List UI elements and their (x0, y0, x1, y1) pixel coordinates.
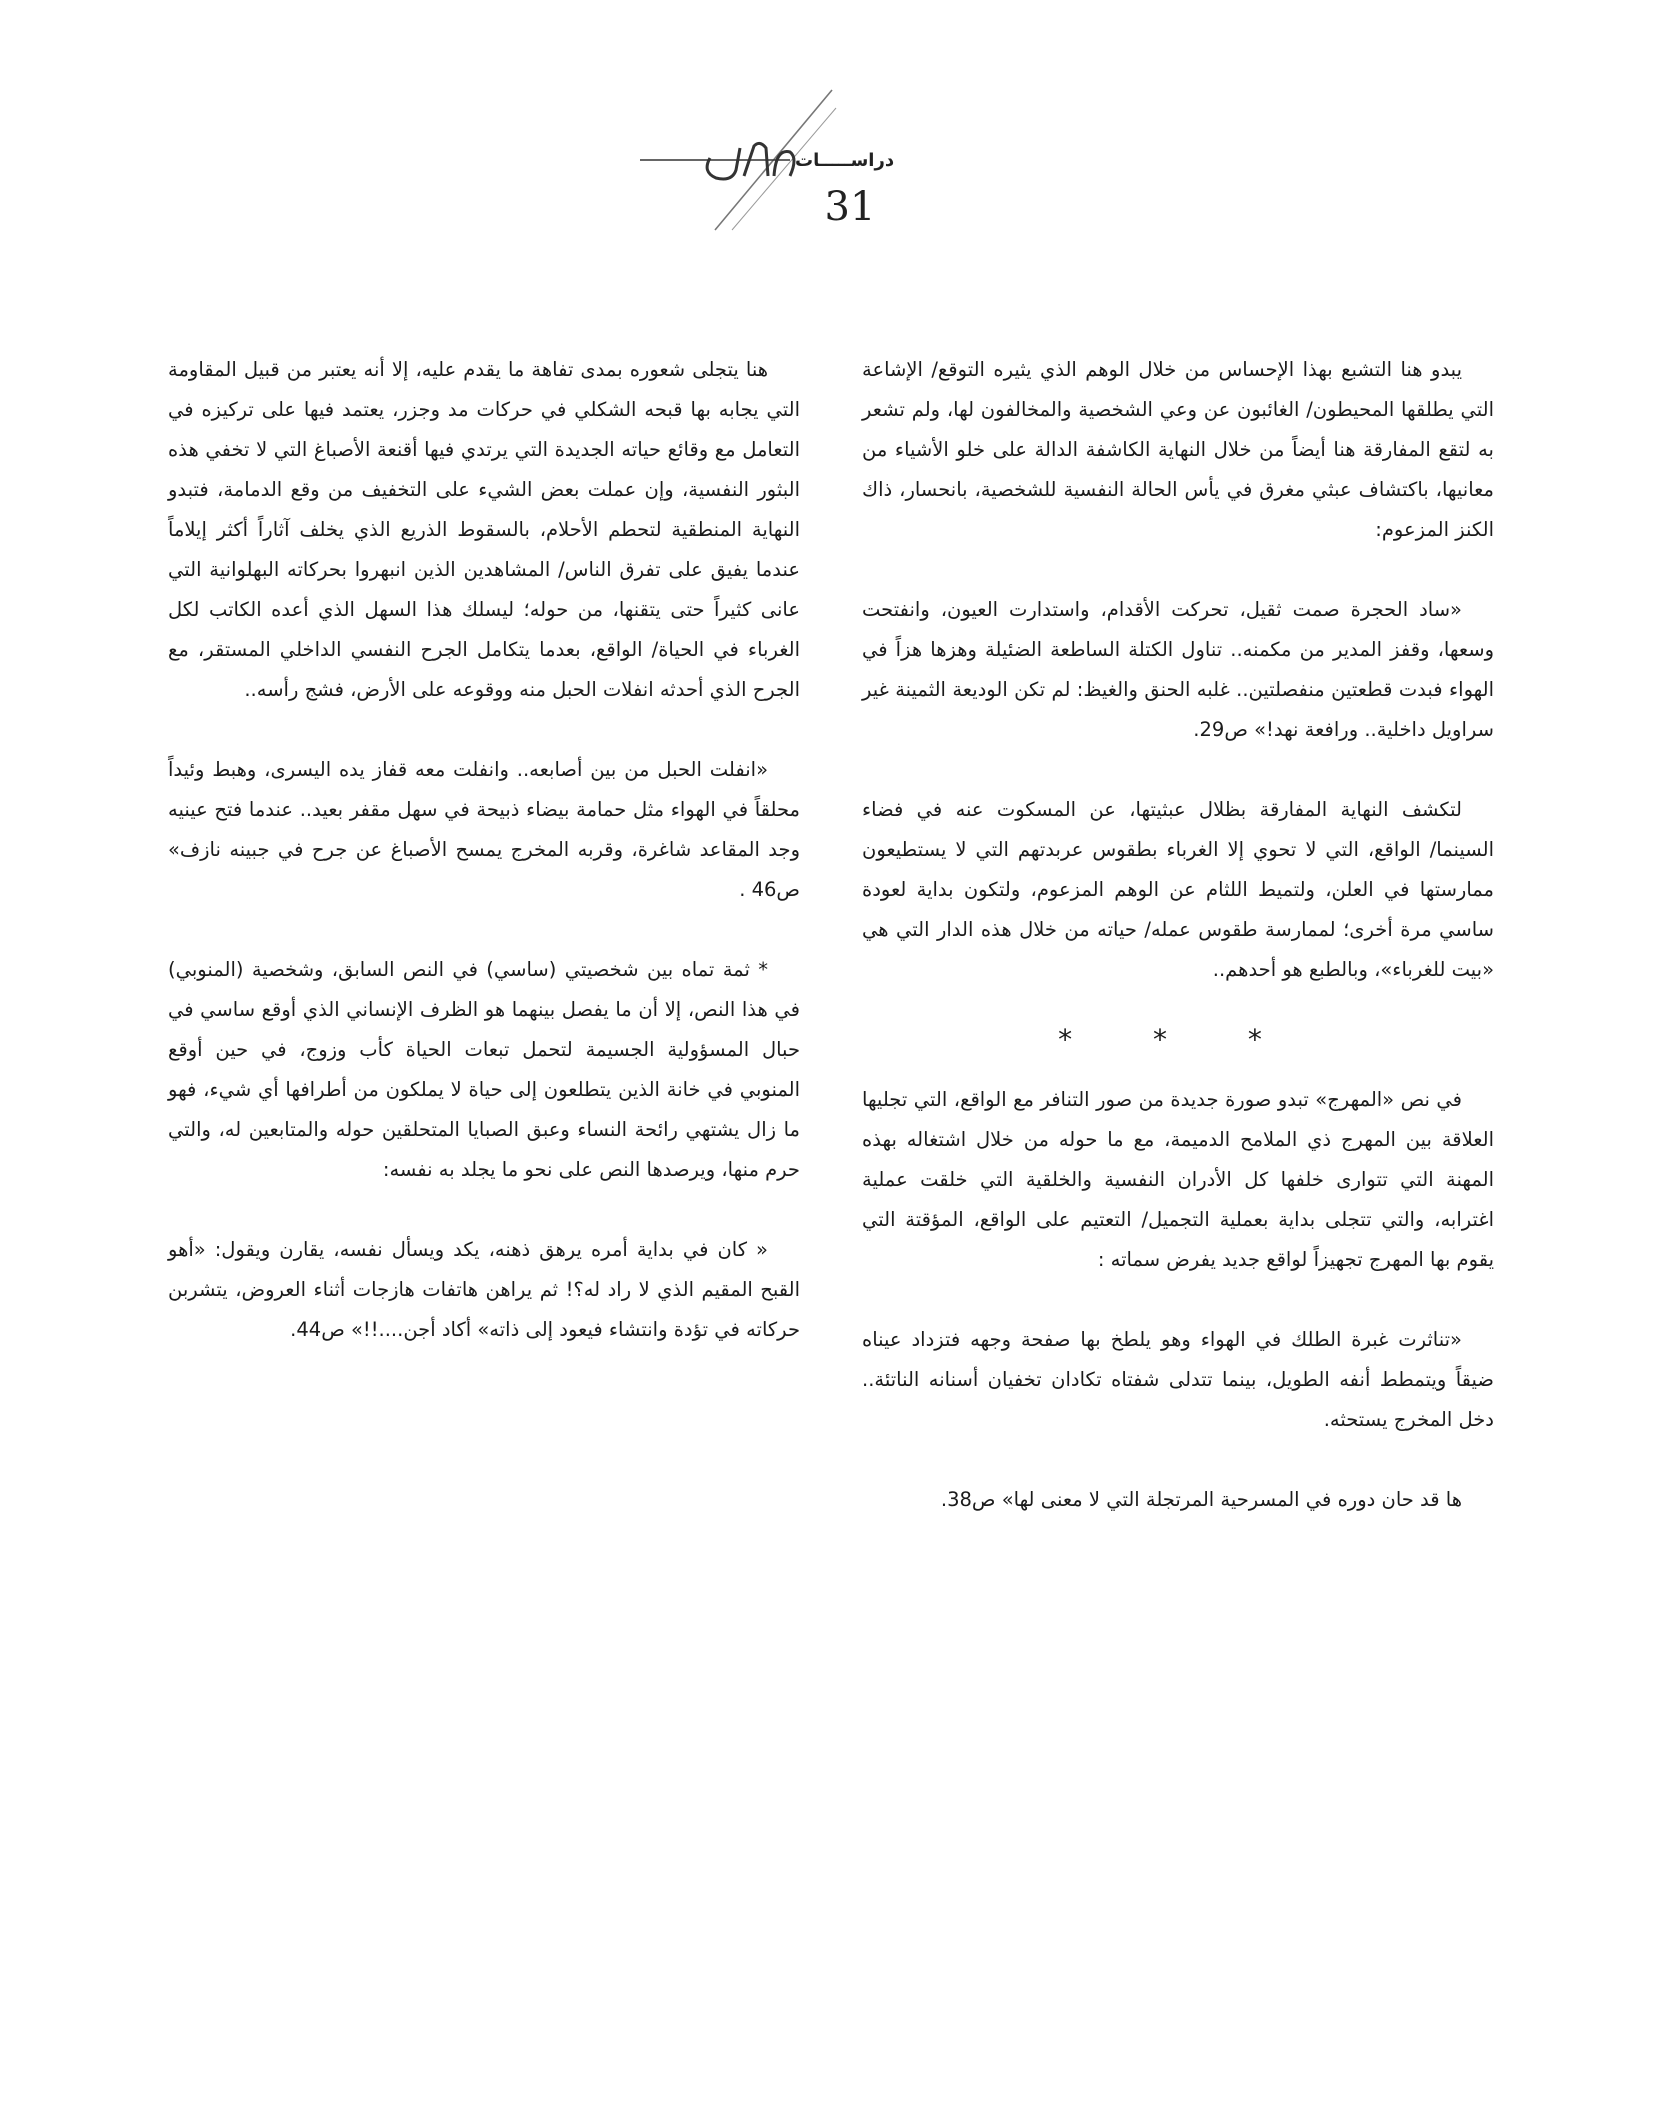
section-separator: * * * (1058, 1023, 1298, 1056)
quote-paragraph: «انفلت الحبل من بين أصابعه.. وانفلت معه قفاز يده اليسرى، وهبط وئيداً محلقاً في الهواء مثل حمامة بيضاء ذبيحة في سهل مقفر بعيد.. عندما فتح عينيه وجد المقاعد شاغرة، وقربه المخرج يمسح الأصباغ عن جرح في جبينه نازف» ص46 . (168, 758, 800, 901)
right-column (862, 350, 1494, 1560)
paragraph: في نص «المهرج» تبدو صورة جديدة من صور التنافر مع الواقع، التي تجليها العلاقة بين المهرج ذي الملامح الدميمة، مع ما حوله من خلال اشتغاله بهذه المهنة التي تتوارى خلفها كل الأدران النفسية والخلقية التي خلقت عملية اغترابه، والتي تتجلى بداية بعملية التجميل/ التعتيم على الواقع، المؤقتة التي يقوم بها المهرج تجهيزاً لواقع جديد يفرض سماته : (862, 1088, 1494, 1271)
paragraph: يبدو هنا التشبع بهذا الإحساس من خلال الوهم الذي يثيره التوقع/ الإشاعة التي يطلقها المحيطون/ الغائبون عن وعي الشخصية والمخالفون لها، ولم تشعر به لتقع المفارقة هنا أيضاً من خلال النهاية الكاشفة الدالة على خلو الأشياء من معانيها، باكتشاف عبثي مغرق في يأس الحالة النفسية للشخصية، بانحسار، ذاك الكنز المزعوم: (862, 358, 1494, 541)
left-column (168, 350, 800, 1390)
page-number: 31 (824, 184, 876, 230)
section-label: دراســـــات (795, 150, 895, 171)
paragraph: * ثمة تماه بين شخصيتي (ساسي) في النص السابق، وشخصية (المنوبي) في هذا النص، إلا أن ما يفصل بينهما هو الظرف الإنساني الذي أوقع ساسي في حبال المسؤولية الجسيمة لتحمل تبعات الحياة كأب وزوج، في حين أوقع المنوبي في خانة الذين يتطلعون إلى حياة لا يملكون من أطرافها أي شيء، فهو ما زال يشتهي رائحة النساء وعبق الصبايا المتحلقين حوله والمتابعين له، والتي حرم منها، ويرصدها النص على نحو ما يجلد به نفسه: (168, 958, 800, 1181)
quote-paragraph: ها قد حان دوره في المسرحية المرتجلة التي لا معنى لها» ص38. (940, 1488, 1462, 1511)
quote-paragraph: «ساد الحجرة صمت ثقيل، تحركت الأقدام، واستدارت العيون، وانفتحت وسعها، وقفز المدير من مكمنه.. تناول الكتلة الساطعة الضئيلة وهزها هزاً في الهواء فبدت قطعتين منفصلتين.. غلبه الحنق والغيظ: لم تكن الوديعة الثمينة غير سراويل داخلية.. ورافعة نهد!» ص29. (862, 598, 1494, 741)
paragraph: لتكشف النهاية المفارقة بظلال عبثيتها، عن المسكوت عنه في فضاء السينما/ الواقع، التي لا تحوي إلا الغرباء بطقوس عربدتهم التي لا يستطيعون ممارستها في العلن، ولتميط اللثام عن الوهم المزعوم، ولتكون بداية لعودة ساسي مرة أخرى؛ لممارسة طقوس عمله/ حياته من خلال هذه الدار التي هي «بيت للغرباء»، وبالطبع هو أحدهم.. (862, 798, 1494, 981)
page-header (640, 88, 1010, 248)
paragraph: هنا يتجلى شعوره بمدى تفاهة ما يقدم عليه، إلا أنه يعتبر من قبيل المقاومة التي يجابه بها قبحه الشكلي في حركات مد وجزر، يعتمد فيها على تركيزه في التعامل مع وقائع حياته الجديدة التي يرتدي فيها أقنعة الأصباغ التي لا تخفي هذه البثور النفسية، وإن عملت بعض الشيء على التخفيف من وقع الدمامة، فتبدو النهاية المنطقية لتحطم الأحلام، بالسقوط الذريع الذي يخلف آثاراً أكثر إيلاماً عندما يفيق على تفرق الناس/ المشاهدين الذين انبهروا بحركاته البهلوانية التي عانى كثيراً حتى يتقنها، من حوله؛ ليسلك هذا السهل الذي أعده الكاتب لكل الغرباء في الحياة/ الواقع، بعدما يتكامل الجرح النفسي الداخلي المستقر، مع الجرح الذي أحدثه انفلات الحبل منه ووقوعه على الأرض، فشج رأسه.. (168, 358, 800, 701)
quote-paragraph: «تناثرت غبرة الطلك في الهواء وهو يلطخ بها صفحة وجهه فتزداد عيناه ضيقاً ويتمطط أنفه الطويل، بينما تتدلى شفتاه تكادان تخفيان أسنانه الناتئة.. دخل المخرج يستحثه. (862, 1328, 1494, 1431)
quote-paragraph: « كان في بداية أمره يرهق ذهنه، يكد ويسأل نفسه، يقارن ويقول: «أهو القبح المقيم الذي لا راد له؟! ثم يراهن هاتفات هازجات أثناء العروض، يتشربن حركاته في تؤدة وانتشاء فيعود إلى ذاته» أكاد أجن....!!» ص44. (168, 1238, 800, 1341)
